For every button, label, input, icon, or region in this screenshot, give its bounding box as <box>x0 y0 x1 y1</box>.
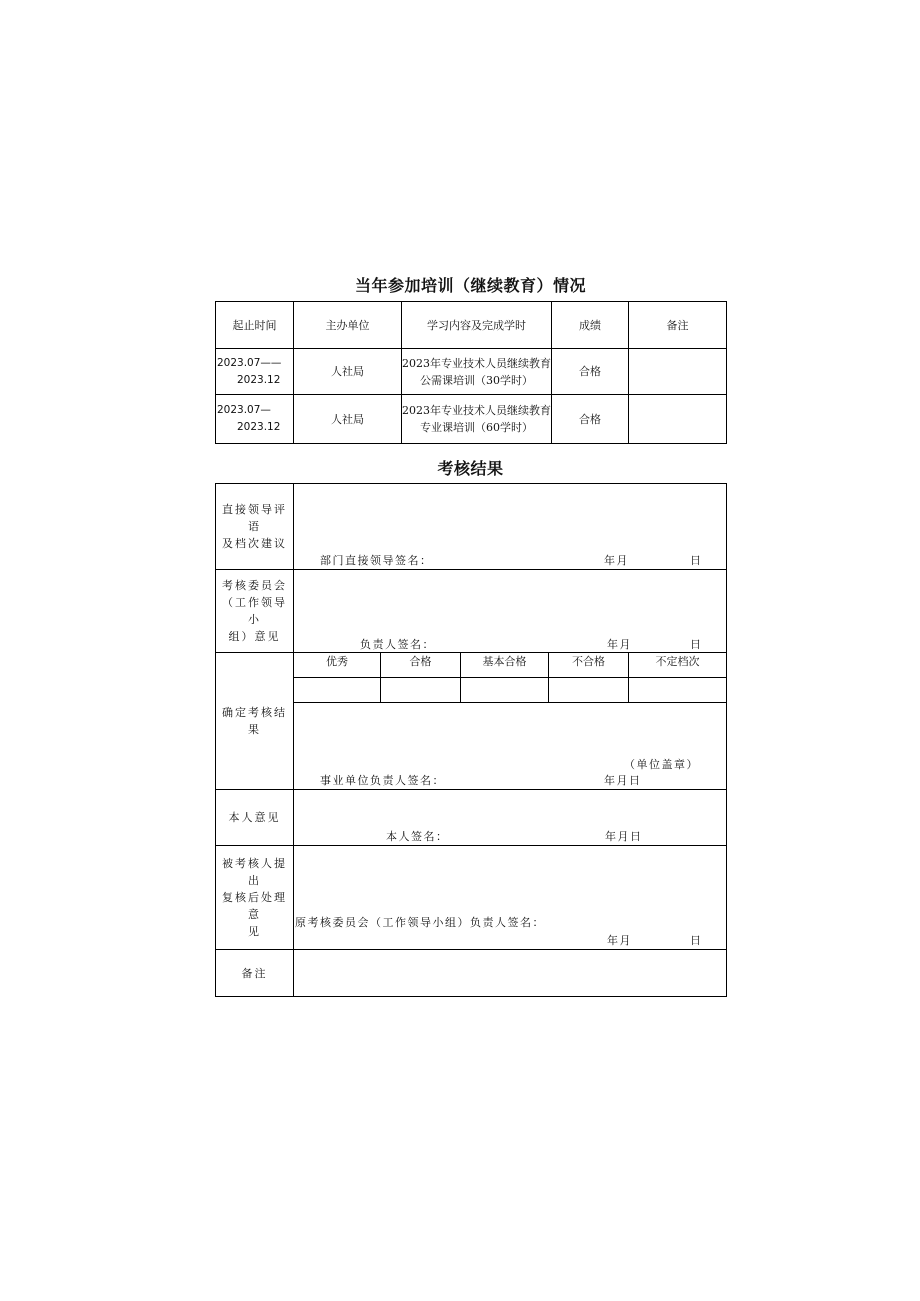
organizer-cell: 人社局 <box>294 349 402 395</box>
committee-row <box>216 570 727 653</box>
date-start: 2023.07— <box>217 404 271 416</box>
note-cell[interactable] <box>629 349 727 395</box>
table-row <box>216 395 727 444</box>
remarks-label: 备注 <box>216 950 294 997</box>
review-year-month: 年月 <box>607 934 632 947</box>
grade-excellent: 优秀 <box>294 653 381 678</box>
result-comment-area[interactable] <box>294 703 727 790</box>
label-line: 确定考核结 <box>222 706 287 719</box>
label-line: 考核委员会 <box>222 579 287 592</box>
self-label: 本人意见 <box>216 790 294 846</box>
label-line: 直接领导评语 <box>222 503 287 533</box>
exam-table <box>215 483 727 997</box>
grade-check-cell[interactable] <box>461 678 549 703</box>
training-section-title: 当年参加培训（继续教育）情况 <box>354 276 586 295</box>
leader-day: 日 <box>690 554 703 567</box>
label-line: 被考核人提出 <box>222 857 287 887</box>
period-cell <box>216 349 294 395</box>
leader-row <box>216 484 727 570</box>
seal-label: （单位盖章） <box>624 758 699 771</box>
self-date: 年月日 <box>605 830 643 843</box>
self-signature-label: 本人签名： <box>386 830 449 843</box>
content-line: 2023年专业技术人员继续教育 <box>402 404 551 417</box>
grade-check-cell[interactable] <box>294 678 381 703</box>
label-line: 见 <box>248 925 261 938</box>
grade-header-row <box>216 653 727 678</box>
content-line: 2023年专业技术人员继续教育 <box>402 356 551 370</box>
header-organizer: 主办单位 <box>294 302 402 349</box>
content-cell <box>402 349 552 395</box>
grade-pass: 合格 <box>381 653 461 678</box>
leader-year-month: 年月 <box>604 554 629 567</box>
header-period: 起止时间 <box>216 302 294 349</box>
label-line: 复核后处理意 <box>222 891 287 921</box>
date-end: 2023.12 <box>237 373 281 386</box>
period-cell <box>216 395 294 444</box>
header-note: 备注 <box>629 302 727 349</box>
header-result: 成绩 <box>552 302 629 349</box>
review-day: 日 <box>690 934 703 947</box>
table-header-row <box>216 302 727 349</box>
leader-signature-label: 部门直接领导签名： <box>320 554 433 567</box>
result-cell: 合格 <box>552 349 629 395</box>
review-comment-area[interactable] <box>294 846 727 950</box>
result-cell: 合格 <box>552 395 629 444</box>
header-content: 学习内容及完成学时 <box>402 302 552 349</box>
label-line: 及档次建议 <box>222 537 287 550</box>
remarks-row <box>216 950 727 997</box>
result-label <box>216 653 294 790</box>
grade-check-cell[interactable] <box>549 678 629 703</box>
grade-undetermined: 不定档次 <box>629 653 727 678</box>
label-line: 果 <box>248 723 261 736</box>
result-date: 年月日 <box>604 774 642 787</box>
grade-fail: 不合格 <box>549 653 629 678</box>
organizer-cell: 人社局 <box>294 395 402 444</box>
content-cell <box>402 395 552 444</box>
note-cell[interactable] <box>629 395 727 444</box>
review-label <box>216 846 294 950</box>
training-table <box>215 301 727 444</box>
committee-year-month: 年月 <box>607 638 632 651</box>
committee-label <box>216 570 294 653</box>
review-signature-label: 原考核委员会（工作领导小组）负责人签名： <box>295 916 545 929</box>
leader-label <box>216 484 294 570</box>
self-row <box>216 790 727 846</box>
content-line: 专业课培训（60学时） <box>420 421 533 434</box>
committee-day: 日 <box>690 638 703 651</box>
content-line: 公需课培训（30学时） <box>420 373 533 387</box>
date-end: 2023.12 <box>237 421 281 433</box>
grade-check-cell[interactable] <box>629 678 727 703</box>
label-line: 组）意见 <box>228 630 281 643</box>
grade-basic-pass: 基本合格 <box>461 653 549 678</box>
committee-signature-label: 负责人签名： <box>360 638 435 651</box>
label-line: （工作领导小 <box>222 596 287 626</box>
committee-comment-area[interactable] <box>294 570 727 653</box>
grade-check-cell[interactable] <box>381 678 461 703</box>
self-comment-area[interactable] <box>294 790 727 846</box>
table-row <box>216 349 727 395</box>
date-start: 2023.07—— <box>217 356 282 369</box>
review-row <box>216 846 727 950</box>
exam-section-title: 考核结果 <box>437 459 504 478</box>
remarks-area[interactable] <box>294 950 727 997</box>
leader-comment-area[interactable] <box>294 484 727 570</box>
result-signature-label: 事业单位负责人签名： <box>320 774 445 787</box>
